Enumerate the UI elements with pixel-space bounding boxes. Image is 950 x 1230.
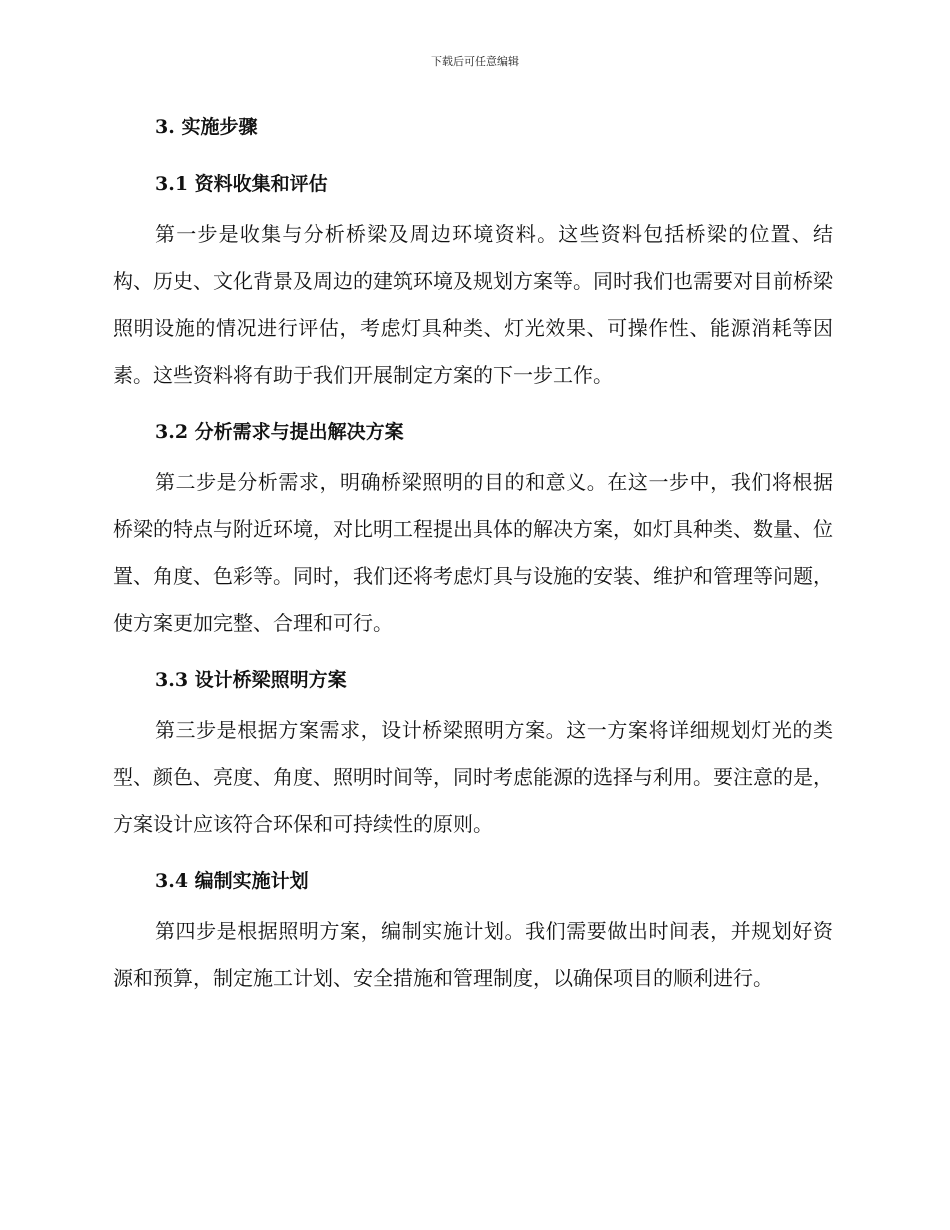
section-heading-3-2: 3.2 分析需求与提出解决方案 — [155, 421, 404, 443]
document-body — [113, 104, 833, 1002]
section-paragraph-3-2: 第二步是分析需求，明确桥梁照明的目的和意义。在这一步中，我们将根据桥梁的特点与附近环境，对比明工程提出具体的解决方案，如灯具种类、数量、位置、角度、色彩等。同时，我们还将考虑灯具与设施的安装、维护和管理等问题，使方案更加完整、合理和可行。 — [113, 470, 833, 635]
section-paragraph-3-1: 第一步是收集与分析桥梁及周边环境资料。这些资料包括桥梁的位置、结构、历史、文化背景及周边的建筑环境及规划方案等。同时我们也需要对目前桥梁照明设施的情况进行评估，考虑灯具种类、灯光效果、可操作性、能源消耗等因素。这些资料将有助于我们开展制定方案的下一步工作。 — [113, 222, 833, 387]
section-paragraph-3-3: 第三步是根据方案需求，设计桥梁照明方案。这一方案将详细规划灯光的类型、颜色、亮度、角度、照明时间等，同时考虑能源的选择与利用。要注意的是，方案设计应该符合环保和可持续性的原则。 — [113, 718, 833, 836]
section-heading-3-4: 3.4 编制实施计划 — [155, 870, 309, 892]
section-heading-3-1: 3.1 资料收集和评估 — [155, 173, 328, 195]
section-title: 3. 实施步骤 — [155, 116, 258, 138]
page-header: 下载后可任意编辑 — [431, 55, 519, 68]
section-paragraph-3-4: 第四步是根据照明方案，编制实施计划。我们需要做出时间表，并规划好资源和预算，制定施工计划、安全措施和管理制度，以确保项目的顺利进行。 — [113, 919, 833, 990]
section-heading-3-3: 3.3 设计桥梁照明方案 — [155, 669, 347, 691]
